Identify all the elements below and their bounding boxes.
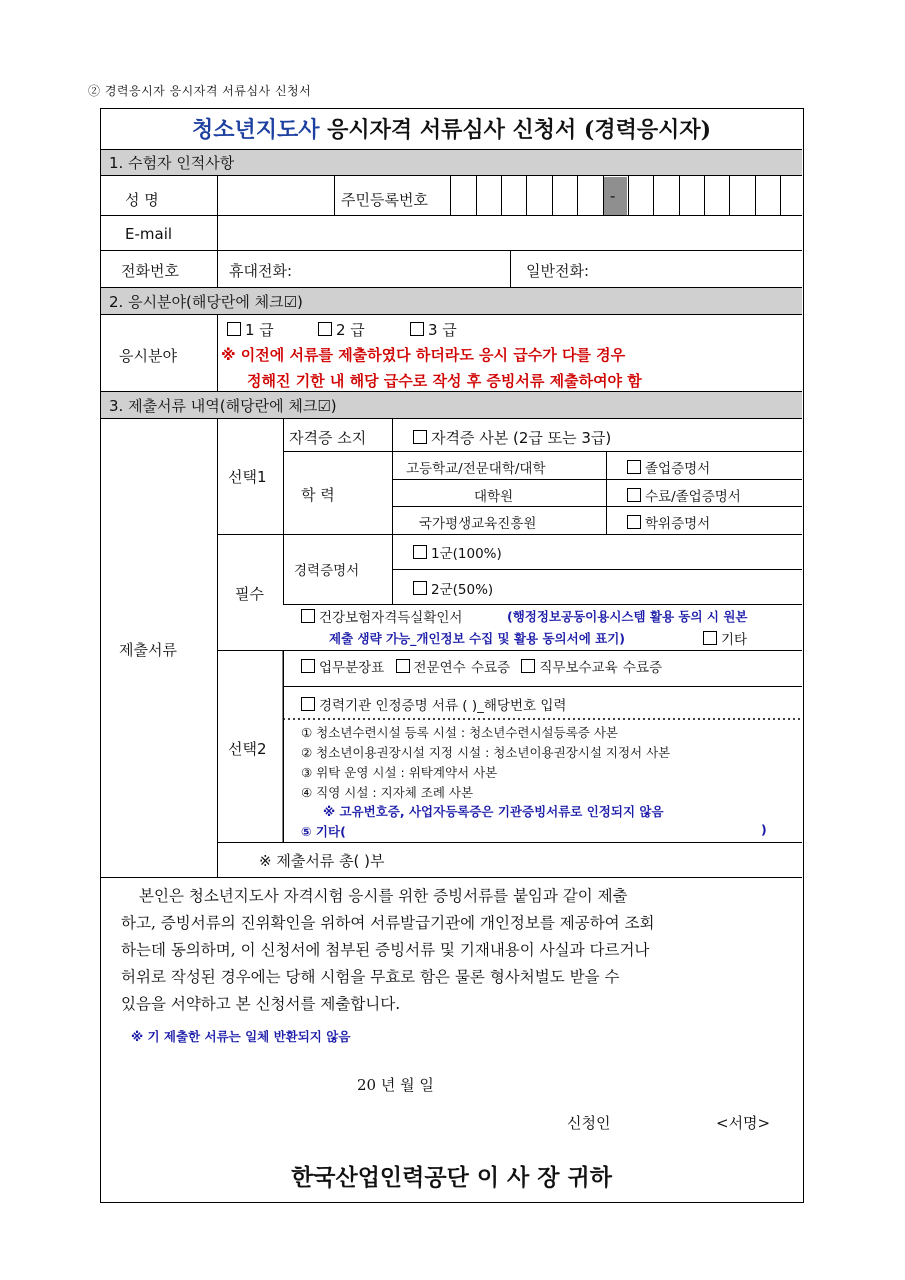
declaration-line-4: 허위로 작성된 경우에는 당해 시험을 무효로 함은 물론 형사처벌도 받을 수: [121, 968, 620, 986]
required-label: 필수: [235, 585, 264, 603]
signature-label: <서명>: [716, 1114, 771, 1132]
agency-list-other-close: ): [761, 822, 767, 837]
insurance-note-2: 제출 생략 가능_개인정보 수집 및 활용 동의서에 표기): [329, 631, 626, 646]
grade-option-2[interactable]: 2 급: [318, 319, 365, 340]
agency-list-1: ① 청소년수련시설 등록 시설 : 청소년수련시설등록증 사본: [301, 725, 618, 740]
mobile-label: 휴대전화:: [229, 262, 293, 280]
grade-option-1[interactable]: 1 급: [227, 319, 274, 340]
training-cert-item[interactable]: 전문연수 수료증: [396, 660, 511, 676]
form-caption: ② 경력응시자 응시자격 서류심사 신청서: [88, 84, 312, 98]
email-label: E-mail: [125, 225, 173, 243]
grade-notice-line1: ※ 이전에 서류를 제출하였다 하더라도 응시 급수가 다를 경우: [221, 346, 626, 364]
agency-item[interactable]: 경력기관 인정증명 서류 ( )_해당번호 입력: [301, 694, 566, 714]
insurance-item[interactable]: 건강보험자격득실확인서: [301, 606, 462, 626]
phone-label: 전화번호: [121, 262, 179, 280]
insurance-note-1: (행정정보공동이용시스템 활용 동의 시 원본: [507, 609, 748, 624]
agency-list-4: ④ 직영 시설 : 지자체 조례 사본: [301, 785, 474, 800]
declaration-line-5: 있음을 서약하고 본 신청서를 제출합니다.: [121, 995, 401, 1013]
landline-label: 일반전화:: [526, 262, 590, 280]
agency-list-3: ③ 위탁 운영 시설 : 위탁계약서 사본: [301, 765, 498, 780]
application-form: [100, 108, 804, 1203]
cert-item[interactable]: 자격증 사본 (2급 또는 3급): [413, 427, 611, 448]
declaration-line-3: 하는데 동의하며, 이 신청서에 첨부된 증빙서류 및 기재내용이 사실과 다르거나: [121, 941, 650, 959]
edu-doc-2[interactable]: 수료/졸업증명서: [627, 485, 741, 505]
edu-inst-2: 대학원: [474, 489, 514, 505]
declaration-line-2: 하고, 증빙서류의 진위확인을 위하여 서류발급기관에 개인정보를 제공하여 조회: [121, 914, 655, 932]
job-training-cert-item[interactable]: 직무보수교육 수료증: [521, 660, 662, 676]
agency-list-note: ※ 고유번호증, 사업자등록증은 기관증빙서류로 인정되지 않음: [323, 804, 664, 819]
docs-label: 제출서류: [119, 641, 177, 659]
name-label: 성 명: [125, 191, 159, 209]
title-rest: 응시자격 서류심사 신청서 (경력응시자): [319, 117, 711, 143]
grade-notice-line2: 정해진 기한 내 해당 급수로 작성 후 증빙서류 제출하여야 함: [247, 372, 642, 390]
docs-total: ※ 제출서류 총( )부: [259, 852, 385, 870]
career-label: 경력증명서: [294, 563, 360, 579]
declaration-notice: ※ 기 제출한 서류는 일체 반환되지 않음: [131, 1029, 351, 1044]
rrn-label: 주민등록번호: [341, 191, 428, 209]
edu-doc-3[interactable]: 학위증명서: [627, 512, 710, 532]
duty-doc-item[interactable]: 업무분장표: [301, 660, 384, 676]
section-3-heading-text: 3. 제출서류 내역(해당란에 체크☑): [109, 396, 337, 415]
field-label: 응시분야: [119, 347, 177, 365]
choice2-label: 선택2: [228, 740, 267, 758]
agency-list-other: ⑤ 기타(: [301, 824, 346, 839]
declaration-line-1: 본인은 청소년지도사 자격시험 응시를 위한 증빙서류를 붙임과 같이 제출: [139, 887, 628, 905]
grade-option-3[interactable]: 3 급: [410, 319, 457, 340]
etc-item[interactable]: 기타: [703, 628, 747, 648]
edu-label: 학 력: [301, 486, 335, 504]
edu-inst-3: 국가평생교육진흥원: [419, 516, 537, 532]
career-item-1[interactable]: 1군(100%): [413, 542, 502, 562]
section-1-heading-text: 1. 수험자 인적사항: [109, 154, 235, 172]
section-2-heading-text: 2. 응시분야(해당란에 체크☑): [109, 292, 303, 311]
applicant-label: 신청인: [567, 1114, 611, 1132]
career-item-2[interactable]: 2군(50%): [413, 578, 493, 598]
form-grid-lines: [101, 109, 803, 1202]
choice1-label: 선택1: [228, 468, 267, 486]
edu-doc-1[interactable]: 졸업증명서: [627, 457, 710, 477]
edu-inst-1: 고등학교/전문대학/대학: [406, 461, 546, 477]
addressee: 한국산업인력공단 이 사 장 귀하: [291, 1164, 612, 1191]
cert-label: 자격증 소지: [289, 429, 367, 447]
rrn-separator: -: [610, 187, 616, 205]
agency-list-2: ② 청소년이용권장시설 지정 시설 : 청소년이용권장시설 지정서 사본: [301, 745, 671, 760]
declaration-date: 20 년 월 일: [357, 1076, 434, 1094]
title-accent: 청소년지도사: [191, 117, 320, 143]
